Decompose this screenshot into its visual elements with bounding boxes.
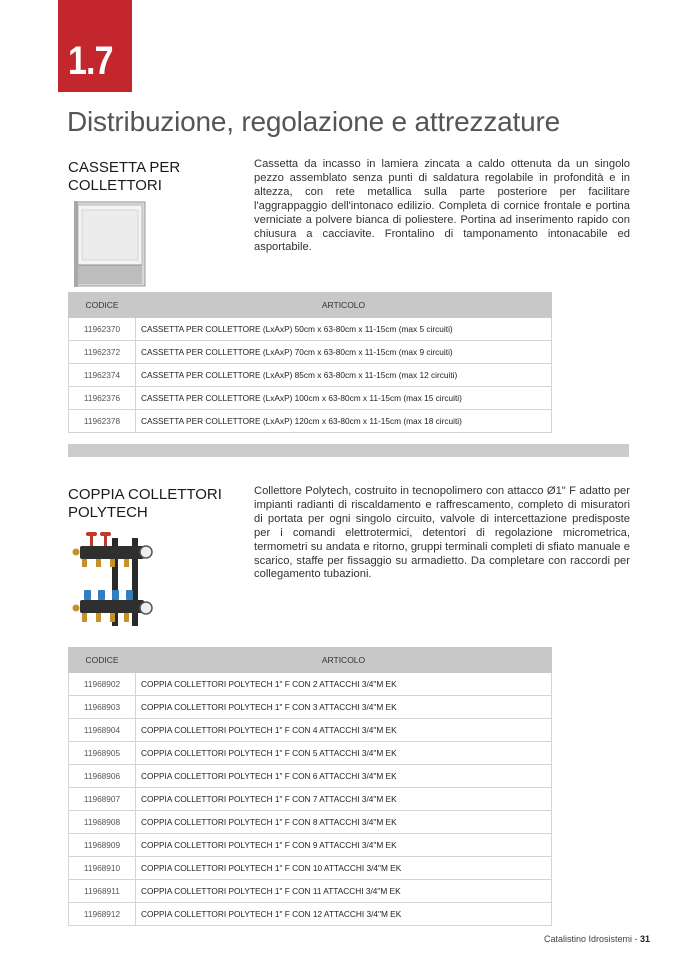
row-code: 11962370 <box>69 318 136 341</box>
section-title-collettori: COPPIA COLLETTORI POLYTECH <box>68 486 222 521</box>
row-article: COPPIA COLLETTORI POLYTECH 1" F CON 2 ATTACCHI 3/4"M EK <box>136 673 552 696</box>
table-row <box>69 765 552 788</box>
table-header-row <box>69 648 552 673</box>
table-row <box>69 341 552 364</box>
page-title: Distribuzione, regolazione e attrezzature <box>67 106 560 137</box>
row-code: 11962372 <box>69 341 136 364</box>
table-row <box>69 387 552 410</box>
row-article: CASSETTA PER COLLETTORE (LxAxP) 70cm x 63-80cm x 11-15cm (max 9 circuiti) <box>136 341 552 364</box>
table-row <box>69 788 552 811</box>
page-number: 31 <box>639 934 650 944</box>
row-article: COPPIA COLLETTORI POLYTECH 1" F CON 6 ATTACCHI 3/4"M EK <box>136 765 552 788</box>
table-row <box>69 696 552 719</box>
row-article: COPPIA COLLETTORI POLYTECH 1" F CON 11 ATTACCHI 3/4"M EK <box>136 880 552 903</box>
table-row <box>69 857 552 880</box>
section-description-collettori: Collettore Polytech, costruito in tecnopolimero con attacco Ø1" F adatto per impianti radianti di riscaldamento e raffrescamento, completo di misuratori di portata per ogni singolo circuito, valvole di intercettazione predisposte per i comandi elettrotermici, detentori di regolazione micrometrica, termometri su andata e ritorno, gruppi terminali completi di sfiato manuale e scarico, staffe per fissaggio su armadietto. Da completare con raccordi per collegamento tubazioni. <box>254 485 630 581</box>
header-codice: CODICE <box>69 293 136 318</box>
table-row <box>69 318 552 341</box>
row-article: COPPIA COLLETTORI POLYTECH 1" F CON 3 ATTACCHI 3/4"M EK <box>136 696 552 719</box>
table-row <box>69 903 552 926</box>
collettori-table <box>68 647 552 926</box>
row-code: 11968909 <box>69 834 136 857</box>
row-code: 11968902 <box>69 673 136 696</box>
row-code: 11962376 <box>69 387 136 410</box>
table-row <box>69 719 552 742</box>
row-code: 11968904 <box>69 719 136 742</box>
page-footer <box>544 934 650 944</box>
row-article: CASSETTA PER COLLETTORE (LxAxP) 50cm x 63-80cm x 11-15cm (max 5 circuiti) <box>136 318 552 341</box>
chapter-number: 1.7 <box>68 39 113 83</box>
table-row <box>69 364 552 387</box>
chapter-tab <box>58 0 132 92</box>
row-article: COPPIA COLLETTORI POLYTECH 1" F CON 4 ATTACCHI 3/4"M EK <box>136 719 552 742</box>
row-code: 11968905 <box>69 742 136 765</box>
header-articolo: ARTICOLO <box>136 648 552 673</box>
row-article: COPPIA COLLETTORI POLYTECH 1" F CON 12 ATTACCHI 3/4"M EK <box>136 903 552 926</box>
row-code: 11968908 <box>69 811 136 834</box>
row-code: 11968910 <box>69 857 136 880</box>
row-article: COPPIA COLLETTORI POLYTECH 1" F CON 10 ATTACCHI 3/4"M EK <box>136 857 552 880</box>
table-row <box>69 811 552 834</box>
header-articolo: ARTICOLO <box>136 293 552 318</box>
row-article: COPPIA COLLETTORI POLYTECH 1" F CON 8 ATTACCHI 3/4"M EK <box>136 811 552 834</box>
row-article: CASSETTA PER COLLETTORE (LxAxP) 85cm x 63-80cm x 11-15cm (max 12 circuiti) <box>136 364 552 387</box>
row-code: 11968911 <box>69 880 136 903</box>
row-code: 11962378 <box>69 410 136 433</box>
row-code: 11968912 <box>69 903 136 926</box>
table-row <box>69 880 552 903</box>
row-code: 11968907 <box>69 788 136 811</box>
row-article: CASSETTA PER COLLETTORE (LxAxP) 100cm x 63-80cm x 11-15cm (max 15 circuiti) <box>136 387 552 410</box>
row-article: COPPIA COLLETTORI POLYTECH 1" F CON 5 ATTACCHI 3/4"M EK <box>136 742 552 765</box>
row-article: CASSETTA PER COLLETTORE (LxAxP) 120cm x 63-80cm x 11-15cm (max 18 circuiti) <box>136 410 552 433</box>
row-code: 11962374 <box>69 364 136 387</box>
section-title-cassetta: CASSETTA PER COLLETTORI <box>68 159 181 194</box>
row-article: COPPIA COLLETTORI POLYTECH 1" F CON 7 ATTACCHI 3/4"M EK <box>136 788 552 811</box>
table-row <box>69 834 552 857</box>
header-codice: CODICE <box>69 648 136 673</box>
row-code: 11968906 <box>69 765 136 788</box>
table-row <box>69 410 552 433</box>
section-divider <box>68 444 629 457</box>
cassetta-table <box>68 292 552 433</box>
table-row <box>69 673 552 696</box>
section-description-cassetta: Cassetta da incasso in lamiera zincata a caldo ottenuta da un singolo pezzo assemblato senza punti di saldatura regolabile in profondità e in altezza, con rete metallica sulla parte posteriore per facilitare l'aggrappaggio dell'intonaco edilizio. Completa di cornice frontale e portina verniciate a polvere bianca di poliestere. Portina ad inserimento rapido con chiusura a cacciavite. Frontalino di tamponamento intonacabile ed asportabile. <box>254 158 630 254</box>
row-code: 11968903 <box>69 696 136 719</box>
footer-text: Catalistino Idrosistemi - <box>543 934 640 944</box>
table-row <box>69 742 552 765</box>
table-header-row <box>69 293 552 318</box>
cassetta-image <box>74 201 146 287</box>
collettori-image <box>72 528 154 630</box>
row-article: COPPIA COLLETTORI POLYTECH 1" F CON 9 ATTACCHI 3/4"M EK <box>136 834 552 857</box>
